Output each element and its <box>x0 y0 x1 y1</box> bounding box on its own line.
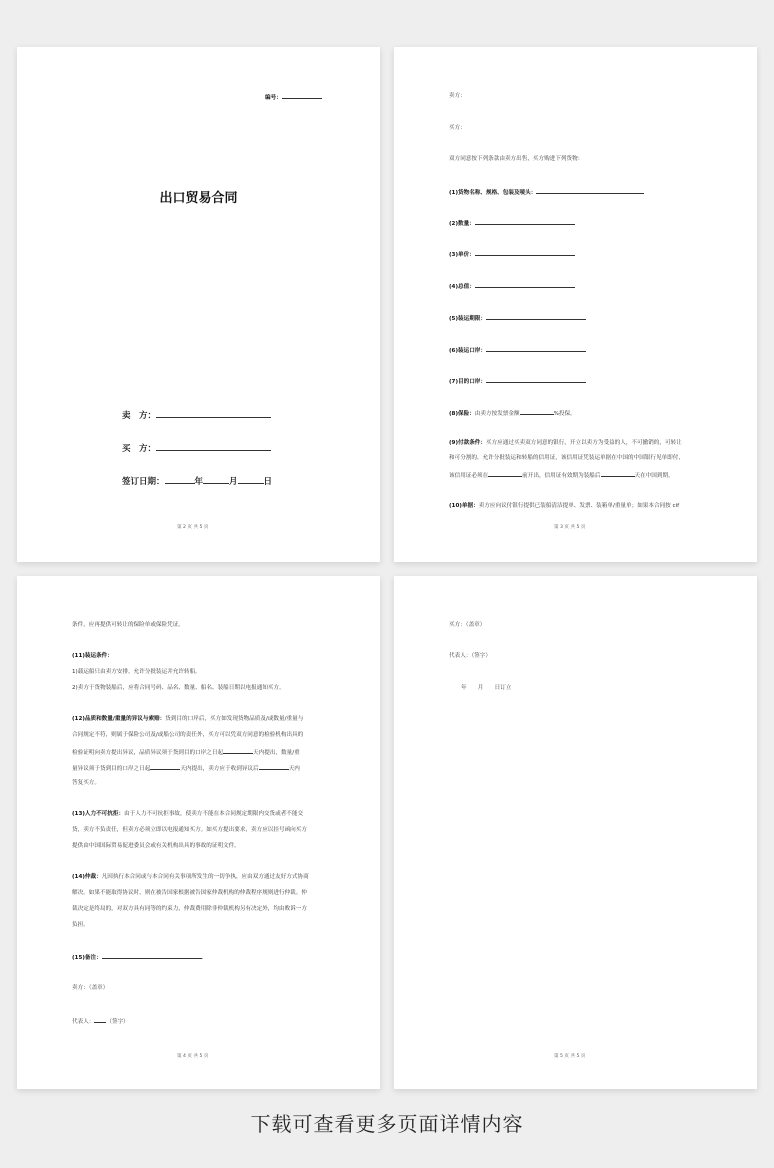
clause-payment-line3 <box>449 470 674 480</box>
clause-insurance-label: (8)保险： <box>449 411 475 417</box>
seller-signature-line <box>122 409 271 421</box>
clause-documents-text: 卖方应向议付银行提供已装船清洁提单、发票、装箱单/重量单；如果本合同按 cif <box>478 503 680 509</box>
clause-force-majeure-line3: 提供由中国国际贸易促进委员会或有关机构出具的事故的证明文件。 <box>72 843 240 849</box>
clause-shipment-period <box>449 313 586 323</box>
clause-payment-line2: 和可分割的，允许分批装运和转船的信用证，该信用证凭装运单据在中国的中国银行见单即付， <box>449 455 684 461</box>
buyer-signature-line <box>122 442 271 454</box>
page-terms-1 <box>394 47 757 562</box>
clause-payment-blank2 <box>601 470 635 477</box>
clause-unit-price-label: (3)单价： <box>449 252 475 258</box>
clause-remarks-blank <box>102 952 202 959</box>
clause-claims-blank3 <box>259 763 289 770</box>
clause-force-majeure-text1: 由于人力不可抗拒事故，使卖方不能在本合同规定期限内交货或者不能交 <box>124 811 304 817</box>
clause-insurance-text: 由卖方按发票金额 <box>474 411 520 417</box>
clause-remarks-label: (15)备注： <box>72 955 102 961</box>
clause-claims-line2: 合同规定不符，则属于保险公司及/或船公司的责任外，买方可以凭双方同意的检验机构出具的 <box>72 732 304 738</box>
clause-goods-blank <box>536 187 644 194</box>
clause-claims-text3b: 天内提出，数量/重 <box>253 750 300 756</box>
buyer-blank <box>156 450 271 451</box>
clause-force-majeure-line1 <box>72 810 303 818</box>
clause-shipment-period-blank <box>486 313 586 320</box>
clause-claims-line5: 答复买方。 <box>72 780 100 786</box>
number-label: 编号： <box>265 95 282 101</box>
clause-arbitration-line4: 负担。 <box>72 922 89 928</box>
clause-arbitration-line3: 裁决定是终局的，对双方具有同等的约束力，仲裁费用除非仲裁机构另有决定外，均由败诉一方 <box>72 906 307 912</box>
seller-representative-line <box>72 1016 129 1026</box>
page-footer: 第 3 页 共 5 页 <box>554 525 586 530</box>
clause-payment-text1: 买方应通过买卖双方同意的银行，开立以卖方为受益的人，不可撤销的，可转让 <box>485 440 682 446</box>
clause-payment-blank1 <box>488 470 522 477</box>
seller-blank <box>156 417 271 418</box>
clause-insurance-blank <box>520 408 554 415</box>
clause-payment-line1 <box>449 439 682 447</box>
clause-quantity <box>449 218 575 228</box>
clause-destination-port-blank <box>486 376 586 383</box>
clause-arbitration-text1: 凡因执行本合同或与本合同有关事项所发生的一切争执，应由双方通过友好方式协商 <box>101 874 309 880</box>
clause-total-label: (4)总值： <box>449 284 475 290</box>
clause-quantity-label: (2)数量： <box>449 221 475 227</box>
clause-documents-label: (10)单据： <box>449 503 479 509</box>
date-label: 签订日期： <box>122 477 165 487</box>
contract-title: 出口贸易合同 <box>159 191 238 206</box>
clause-payment-text3a: 该信用证必须在 <box>449 473 489 479</box>
clause-quantity-blank <box>475 218 575 225</box>
clause-shipment-period-label: (5)装运期限： <box>449 316 486 322</box>
clause-total-blank <box>475 281 575 288</box>
page-cover <box>17 47 380 562</box>
clause-shipping-terms: (11)装运条件： <box>72 653 113 659</box>
seller-seal-line: 卖方：（盖章） <box>72 985 109 991</box>
buyer-seal-line: 买方：（盖章） <box>449 622 486 628</box>
clause-loading-port-blank <box>486 345 586 352</box>
concluded-date-line: 年 月 日订立 <box>461 685 512 691</box>
page-footer: 第 4 页 共 5 页 <box>177 1054 209 1059</box>
clause-arbitration-label: (14)仲裁： <box>72 874 102 880</box>
clause-claims-label: (12)品质和数量/重量的异议与索赔： <box>72 716 166 722</box>
clause-claims-text3a: 检验证明向卖方提出异议，品质异议须于货到目的口岸之日起 <box>72 750 224 756</box>
clause-insurance <box>449 408 576 418</box>
buyer-representative-line: 代表人：（签字） <box>449 653 491 659</box>
clause-claims-line1 <box>72 715 303 723</box>
clause-claims-text4a: 量异议须于货到目的口岸之日起 <box>72 766 151 772</box>
download-caption: 下载可查看更多页面详情内容 <box>250 1112 524 1136</box>
buyer-label: 买 方： <box>122 444 157 454</box>
clause-claims-line3 <box>72 747 300 757</box>
clause-loading-port-label: (6)装运口岸： <box>449 348 486 354</box>
clause-claims-text4c: 天内 <box>288 766 300 772</box>
clause-claims-text1: 货到目的口岸后，买方如发现货物品质及/或数量/重量与 <box>165 716 304 722</box>
day-label: 日 <box>263 477 273 487</box>
clause-unit-price <box>449 249 575 259</box>
clause-payment-text3b: 前开出，信用证有效期为装船后 <box>522 473 601 479</box>
contract-number <box>265 92 322 102</box>
seller-label: 卖 方： <box>122 411 157 421</box>
clause-loading-port <box>449 345 586 355</box>
clause-arbitration-line2: 解决。如果不能取得协议时，则在被告国家根据被告国家仲裁机构的仲裁程序规则进行仲裁。仲 <box>72 890 307 896</box>
day-blank <box>238 483 264 484</box>
signature-note: （签字） <box>106 1019 129 1025</box>
clause-unit-price-blank <box>475 249 575 256</box>
month-blank <box>203 483 229 484</box>
clause-claims-blank2 <box>150 763 180 770</box>
clause-remarks: (15)备注： . <box>72 952 203 962</box>
intro-text: 双方同意按下列条款由卖方出售，买方购进下列货物： <box>449 156 584 162</box>
page-footer: 第 2 页 共 5 页 <box>177 525 209 530</box>
clause-shipping-item2: 2)卖方于货物装船后，应将合同号码、品名、数量、船名、装船日期以电报通知买方。 <box>72 685 285 691</box>
clause-goods-label: (1)货物名称、规格、包装及唛头： <box>449 190 537 196</box>
clause-shipping-item1: 1)载运船只由卖方安排，允许分批装运并允许转船。 <box>72 669 201 675</box>
representative-label: 代表人： <box>72 1019 95 1025</box>
number-blank <box>282 92 322 99</box>
clause-destination-port <box>449 376 586 386</box>
buyer-line: 买方： <box>449 125 466 131</box>
page-terms-2 <box>17 576 380 1089</box>
clause-payment-text3c: 天在中国到期。 <box>634 473 674 479</box>
representative-blank <box>94 1016 106 1023</box>
clause-claims-blank1 <box>223 747 253 754</box>
year-blank <box>165 483 195 484</box>
clause-arbitration-line1 <box>72 873 309 881</box>
clause-claims-text4b: 天内提出，卖方应于收到异议后 <box>180 766 259 772</box>
page-signatures <box>394 576 757 1089</box>
signing-date-line <box>122 475 272 487</box>
page-footer: 第 5 页 共 5 页 <box>554 1054 586 1059</box>
clause-force-majeure-label: (13)人力不可抗拒： <box>72 811 125 817</box>
clause-goods <box>449 187 644 197</box>
clause-destination-port-label: (7)目的口岸： <box>449 379 486 385</box>
clause-force-majeure-line2: 货，卖方不负责任，但卖方必须立即以电报通知买方。如买方提出要求，卖方应以挂号函向买方 <box>72 827 307 833</box>
month-label: 月 <box>229 477 238 487</box>
clause-total <box>449 281 575 291</box>
continued-text: 条件，应再提供可转让的保险单或保险凭证。 <box>72 622 184 628</box>
clause-documents <box>449 502 679 510</box>
year-label: 年 <box>194 477 204 487</box>
clause-claims-line4 <box>72 763 300 773</box>
clause-payment-label: (9)付款条件： <box>449 440 486 446</box>
seller-line: 卖方： <box>449 93 466 99</box>
clause-insurance-percent: %投保。 <box>553 411 576 417</box>
